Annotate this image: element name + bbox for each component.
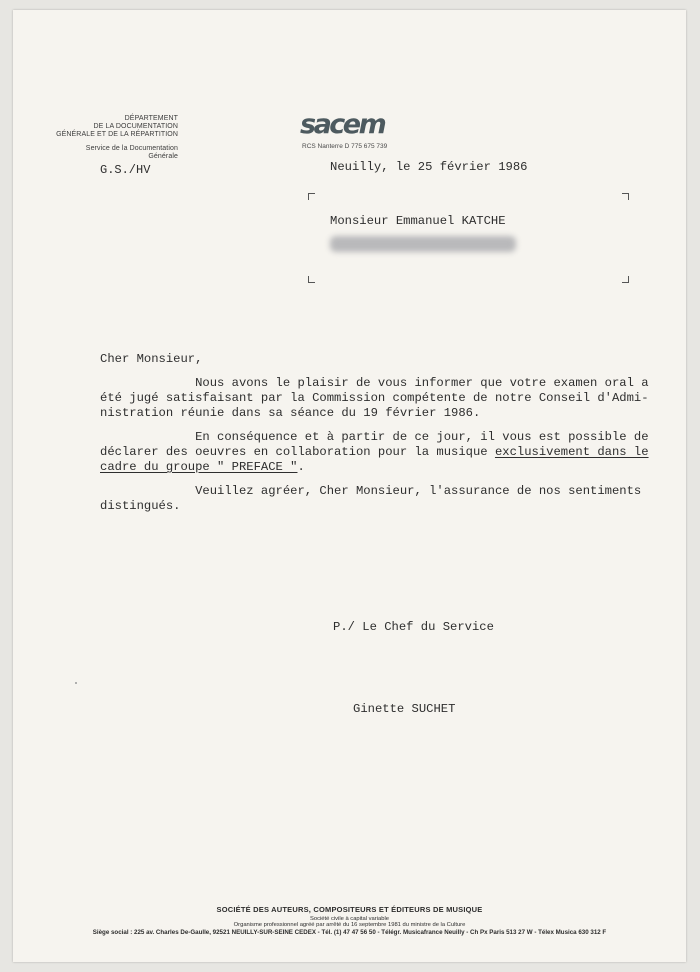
paragraph-line: cadre du groupe " PREFACE ". xyxy=(100,460,305,474)
signoff: P./ Le Chef du Service xyxy=(333,620,494,634)
paragraph-line: nistration réunie dans sa séance du 19 février 1986. xyxy=(100,406,481,420)
underlined-text: cadre du groupe " PREFACE " xyxy=(100,460,298,474)
department-line: DE LA DOCUMENTATION xyxy=(93,123,178,130)
letterhead-footer xyxy=(13,905,686,936)
society-address: Siège social : 225 av. Charles De-Gaulle, 92521 NEUILLY-SUR-SEINE CEDEX - Tél. (1) 47 47 56 50 - Télégr. Musicafrance Neuilly - Ch Px Paris 513 27 W - Télex Musica 630 312 F xyxy=(92,929,607,936)
recipient-name: Monsieur Emmanuel KATCHE xyxy=(330,214,506,228)
society-approval: Organisme professionnel agréé par arrêté du 16 septembre 1981 du ministre de la Culture xyxy=(233,922,466,928)
reference-code: G.S./HV xyxy=(100,163,151,177)
society-name: SOCIÉTÉ DES AUTEURS, COMPOSITEURS ET ÉDITEURS DE MUSIQUE xyxy=(216,905,483,914)
department-line: GÉNÉRALE ET DE LA RÉPARTITION xyxy=(56,131,178,138)
salutation: Cher Monsieur, xyxy=(100,352,203,366)
service-line: Service de la Documentation xyxy=(85,145,178,152)
address-window-corner xyxy=(622,276,629,283)
paragraph-line: En conséquence et à partir de ce jour, il vous est possible de xyxy=(100,430,649,444)
paper-speck xyxy=(75,682,77,684)
underlined-text: exclusivement dans le xyxy=(494,445,649,459)
signer-name: Ginette SUCHET xyxy=(353,702,456,716)
sacem-logo: sacem xyxy=(300,109,385,140)
address-window-corner xyxy=(622,193,629,200)
service-line: Générale xyxy=(148,153,178,160)
paragraph-line: distingués. xyxy=(100,499,181,513)
redacted-address xyxy=(330,236,516,252)
paragraph-line: été jugé satisfaisant par la Commission compétente de notre Conseil d'Admi- xyxy=(100,391,649,405)
rcs-number: RCS Nanterre D 775 675 739 xyxy=(302,143,388,150)
address-window-corner xyxy=(308,276,315,283)
paragraph-1 xyxy=(100,376,649,421)
department-line: DÉPARTEMENT xyxy=(124,115,178,122)
paragraph-line: Veuillez agréer, Cher Monsieur, l'assurance de nos sentiments xyxy=(100,484,642,498)
paragraph-line: déclarer des oeuvres en collaboration pour la musique exclusivement dans le xyxy=(100,445,649,459)
society-status: Société civile à capital variable xyxy=(310,916,389,922)
paragraph-2 xyxy=(100,430,649,475)
address-window-corner xyxy=(308,193,315,200)
department-block xyxy=(18,115,178,161)
date-line: Neuilly, le 25 février 1986 xyxy=(330,160,528,174)
paragraph-3 xyxy=(100,484,642,514)
paragraph-line: Nous avons le plaisir de vous informer que votre examen oral a xyxy=(100,376,649,390)
